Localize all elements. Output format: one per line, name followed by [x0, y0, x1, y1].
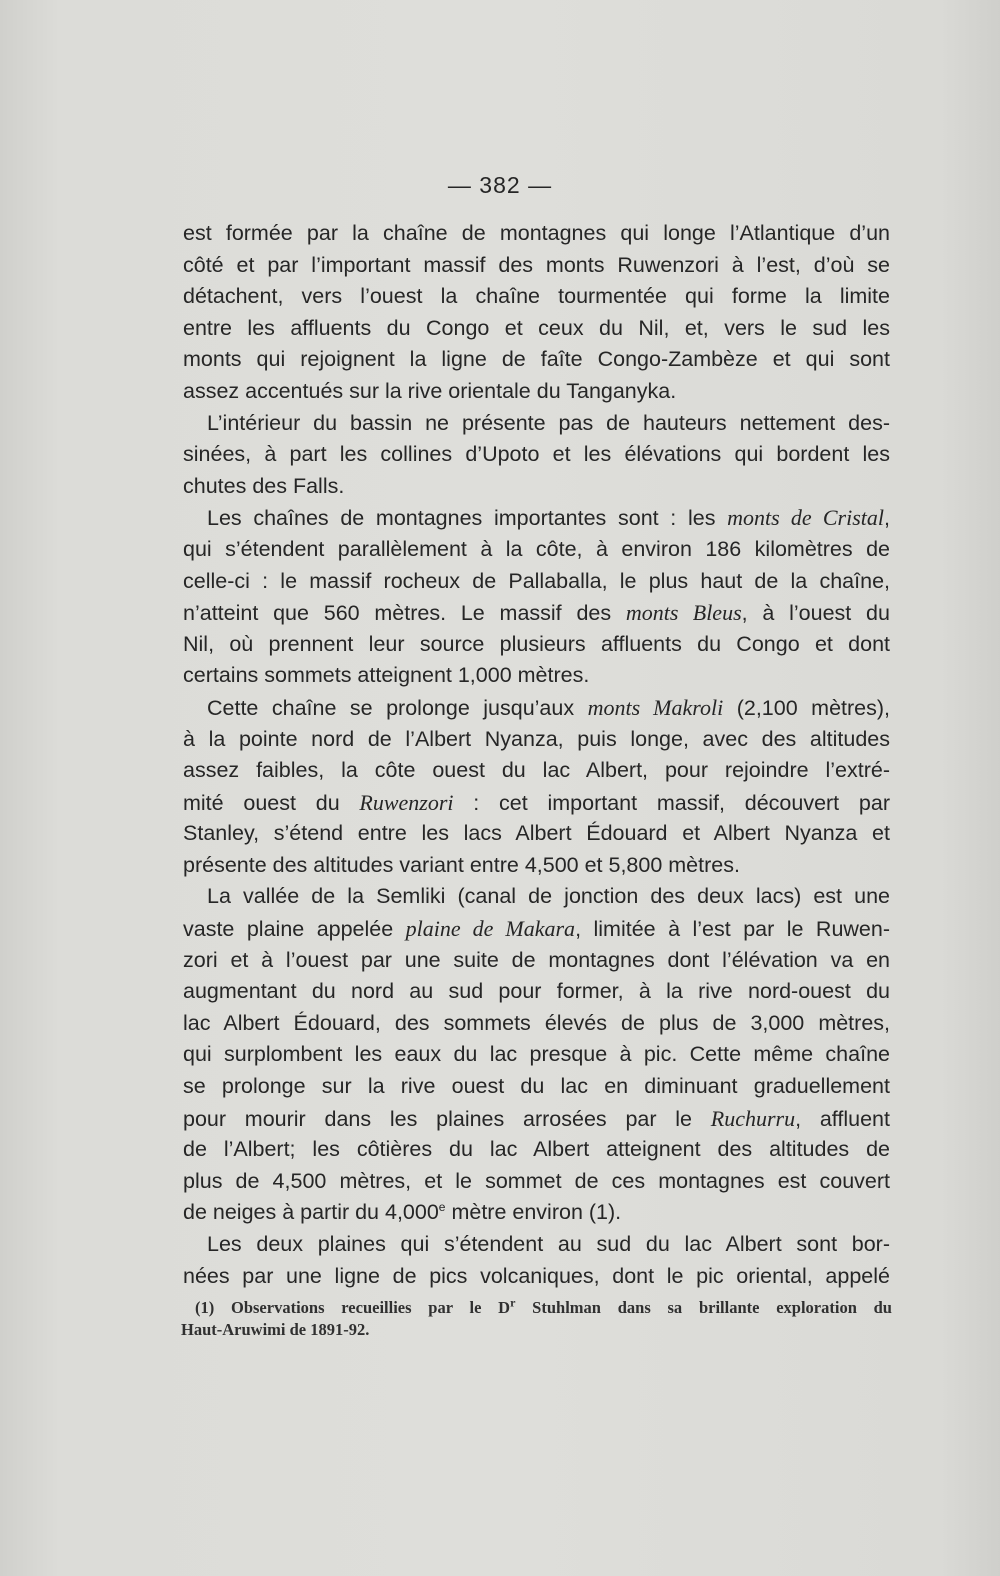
text-line	[183, 945, 890, 977]
text-span: monts qui rejoignent la ligne de faîte Congo-Zambèze et qui sont	[183, 347, 890, 372]
text-span: L’intérieur du bassin ne présente pas de hauteurs nettement des-	[207, 410, 890, 435]
text-span: sinées, à part les collines d’Upoto et les élévations qui bordent les	[183, 442, 890, 467]
text-span: vaste plaine appelée	[183, 917, 406, 942]
text-line	[183, 250, 890, 282]
text-line	[183, 629, 890, 661]
text-line	[183, 313, 890, 345]
text-span: , à l’ouest du	[741, 601, 890, 626]
text-span: nées par une ligne de pics volcaniques, dont le pic oriental, appelé	[183, 1263, 890, 1288]
text-line	[183, 913, 890, 945]
italic-term: monts Bleus	[625, 600, 742, 626]
text-span: mité ouest du	[183, 790, 360, 815]
text-line	[183, 1008, 890, 1040]
text-span: Les chaînes de montagnes importantes sont : les	[207, 506, 728, 531]
text-line	[183, 1039, 890, 1071]
text-span: : cet important massif, découvert par	[453, 790, 890, 815]
text-span: chutes des Falls.	[183, 473, 345, 498]
text-span: de l’Albert; les côtières du lac Albert atteignent des altitudes de	[183, 1137, 890, 1162]
text-span: , limitée à l’est par le Ruwen-	[575, 917, 891, 942]
text-line	[183, 976, 890, 1008]
superscript: r	[510, 1295, 516, 1310]
text-span: Haut-Aruwimi de 1891-92.	[181, 1320, 370, 1339]
superscript: e	[438, 1200, 446, 1215]
text-line	[183, 376, 890, 408]
text-line	[183, 881, 890, 913]
text-span: (2,100 mètres),	[723, 695, 891, 720]
text-span: lac Albert Édouard, des sommets élevés de plus de 3,000 mètres,	[183, 1010, 890, 1035]
text-span: augmentant du nord au sud pour former, à la rive nord-ouest du	[183, 979, 890, 1004]
text-span: de neiges à partir du 4,000	[183, 1200, 439, 1225]
text-span: côté et par l’important massif des monts Ruwenzori à l’est, d’où se	[183, 252, 890, 277]
text-span: Stanley, s’étend entre les lacs Albert Édouard et Albert Nyanza et	[183, 821, 890, 846]
text-span: pour mourir dans les plaines arrosées par le	[183, 1106, 711, 1131]
text-span: n’atteint que 560 mètres. Le massif des	[183, 601, 626, 626]
text-line	[183, 1134, 890, 1166]
text-line	[183, 1197, 890, 1229]
text-line	[183, 408, 890, 440]
text-line	[183, 534, 890, 566]
text-span: certains sommets atteignent 1,000 mètres.	[183, 663, 590, 688]
text-line	[183, 660, 890, 692]
text-line	[183, 218, 890, 250]
text-line	[183, 471, 890, 503]
text-span: Cette chaîne se prolonge jusqu’aux	[207, 695, 588, 720]
text-line	[183, 1229, 890, 1261]
body-text	[183, 218, 890, 1292]
footnote-line	[181, 1319, 892, 1341]
text-line	[183, 439, 890, 471]
text-span: est formée par la chaîne de montagnes qui longe l’Atlantique d’un	[183, 221, 890, 245]
text-span: assez accentués sur la rive orientale du Tanganyka.	[183, 378, 677, 403]
text-span: présente des altitudes variant entre 4,500 et 5,800 mètres.	[183, 852, 740, 877]
footnote	[181, 1297, 892, 1341]
text-span: entre les affluents du Congo et ceux du Nil, et, vers le sud les	[183, 315, 890, 340]
text-line	[183, 1071, 890, 1103]
text-span: celle-ci : le massif rocheux de Pallaballa, le plus haut de la chaîne,	[183, 568, 890, 593]
text-span: plus de 4,500 mètres, et le sommet de ces montagnes est couvert	[183, 1168, 890, 1193]
page-number: — 382 —	[447, 172, 553, 198]
text-span: , affluent	[795, 1106, 890, 1131]
text-span: à la pointe nord de l’Albert Nyanza, puis longe, avec des altitudes	[183, 726, 890, 751]
text-span: Nil, où prennent leur source plusieurs affluents du Congo et dont	[183, 631, 890, 656]
text-line	[183, 597, 890, 629]
text-span: qui surplombent les eaux du lac presque à pic. Cette même chaîne	[183, 1042, 890, 1067]
text-line	[183, 566, 890, 598]
text-span: (1) Observations recueillies par le D	[195, 1298, 511, 1317]
text-span: Les deux plaines qui s’étendent au sud du lac Albert sont bor-	[207, 1232, 890, 1256]
text-line	[183, 692, 890, 724]
text-line	[183, 1103, 890, 1135]
italic-term: Ruchurru	[710, 1105, 796, 1131]
text-span: détachent, vers l’ouest la chaîne tourmentée qui forme la limite	[183, 284, 890, 309]
text-line	[183, 787, 890, 819]
text-line	[183, 1166, 890, 1198]
text-line	[183, 850, 890, 882]
text-span: assez faibles, la côte ouest du lac Albert, pour rejoindre l’extré-	[183, 758, 890, 783]
text-span: se prolonge sur la rive ouest du lac en diminuant graduellement	[183, 1074, 890, 1099]
text-span: mètre environ (1).	[445, 1200, 622, 1225]
text-line	[183, 502, 890, 534]
text-line	[183, 755, 890, 787]
text-line	[183, 818, 890, 850]
italic-term: monts Makroli	[587, 694, 724, 720]
text-line	[183, 724, 890, 756]
text-span: ,	[884, 506, 890, 531]
italic-term: plaine de Makara	[405, 916, 576, 942]
text-span: qui s’étendent parallèlement à la côte, à environ 186 kilomètres de	[183, 536, 890, 561]
footnote-line	[181, 1297, 892, 1319]
text-span: zori et à l’ouest par une suite de montagnes dont l’élévation va en	[183, 947, 890, 972]
italic-term: Ruwenzori	[359, 789, 454, 815]
italic-term: monts de Cristal	[727, 505, 884, 531]
text-line	[183, 1261, 890, 1293]
text-line	[183, 344, 890, 376]
text-span: Stuhlman dans sa brillante exploration du	[515, 1298, 892, 1317]
text-line	[183, 281, 890, 313]
text-span: La vallée de la Semliki (canal de jonction des deux lacs) est une	[207, 884, 890, 909]
